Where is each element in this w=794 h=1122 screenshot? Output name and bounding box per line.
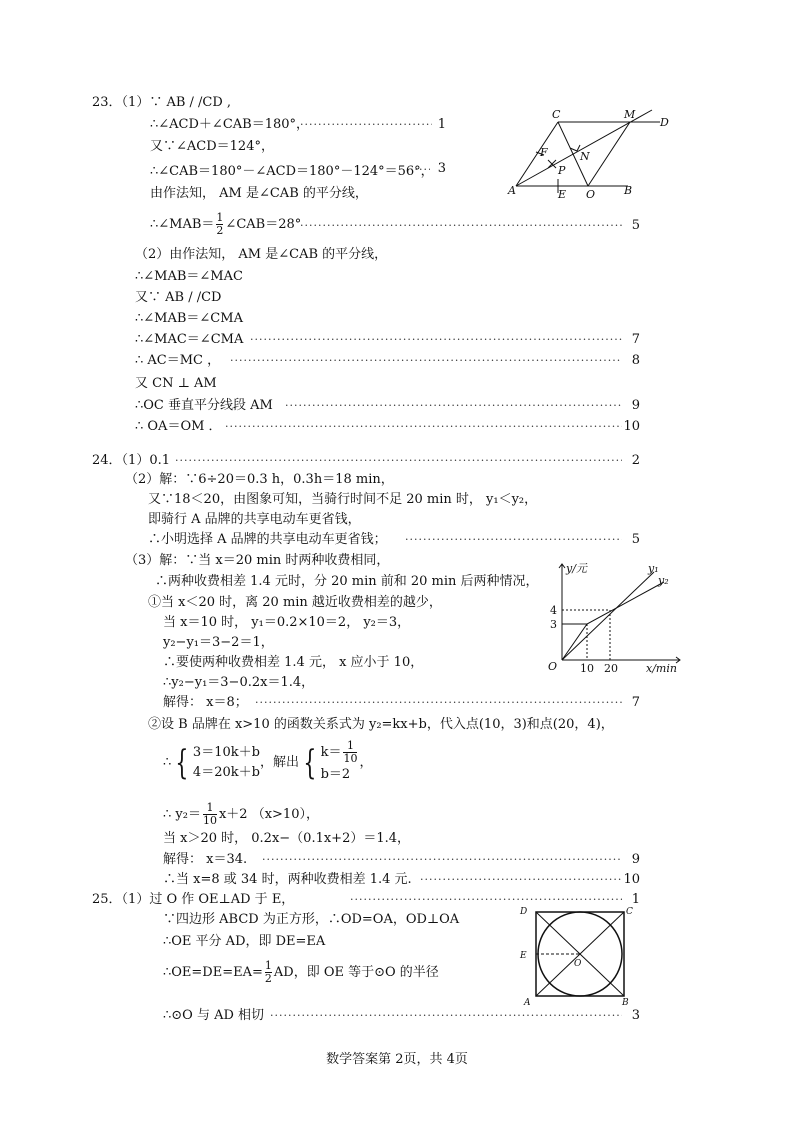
q23-part2-line: 又∵ AB / /CD xyxy=(135,290,222,305)
text: ，解出 xyxy=(259,755,299,770)
q23-line4: 由作法知， AM 是∠CAB 的平分线， xyxy=(150,186,368,201)
dot-leader xyxy=(225,418,622,436)
y-axis-label: y/元 xyxy=(566,562,587,575)
therefore-sign: ∴ xyxy=(163,755,172,770)
q23-part2-line: ∴∠MAB＝∠CMA xyxy=(135,311,243,326)
dot-leader xyxy=(250,331,622,349)
label-d: D xyxy=(660,116,669,129)
label-e: E xyxy=(520,951,527,961)
dot-leader xyxy=(300,217,622,235)
label-b: B xyxy=(622,998,629,1006)
q24-function xyxy=(163,802,319,827)
q24-part1: 24．（1）0.1 xyxy=(92,453,170,468)
score-mark: 3 xyxy=(437,161,446,176)
score-mark: 3 xyxy=(631,1008,640,1023)
text: x＋2 （x>10）， xyxy=(218,807,319,822)
q24-part3-line: ∴两种收费相差 1.4 元时，分 20 min 前和 20 min 后两种情况， xyxy=(155,574,539,589)
label-n: N xyxy=(580,150,590,163)
denominator: 2 xyxy=(216,224,224,237)
tick-label-10: 10 xyxy=(580,662,594,675)
score-mark: 1 xyxy=(437,117,446,132)
q23-part2-start: （2）由作法知， AM 是∠CAB 的平分线， xyxy=(135,247,388,262)
tick-label-3: 3 xyxy=(550,618,557,631)
fraction xyxy=(203,802,217,827)
denominator: 10 xyxy=(343,752,358,765)
q23-line3: ∴∠CAB＝180°－∠ACD＝180°－124°＝56°， xyxy=(150,164,434,179)
fraction-half xyxy=(265,960,272,985)
dot-leader xyxy=(230,352,622,370)
q24-part3-line: （3）解：∵当 x＝20 min 时两种收费相同， xyxy=(125,553,390,568)
numerator: 1 xyxy=(216,211,224,224)
numerator: 1 xyxy=(206,801,214,814)
label-c: C xyxy=(626,907,633,917)
fraction-half xyxy=(216,212,223,237)
label-p: P xyxy=(558,164,566,177)
score-mark: 7 xyxy=(631,695,640,710)
brace-left: { xyxy=(303,742,317,783)
dot-leader xyxy=(255,694,622,712)
q23-part2-line: ∴∠MAB＝∠MAC xyxy=(135,269,243,284)
dot-leader xyxy=(285,397,622,415)
line-ac xyxy=(516,122,558,186)
q24-case2-line: 当 x＞20 时， 0.2x−（0.1x+2）＝1.4， xyxy=(163,831,411,846)
numerator: 1 xyxy=(264,959,272,972)
text: k＝ xyxy=(320,745,342,760)
score-mark: 2 xyxy=(631,453,640,468)
text: AD，即 OE 等于⊙O 的半径 xyxy=(273,965,439,980)
q24-case1-line: ∴y₂−y₁＝3−0.2x＝1.4， xyxy=(163,675,315,690)
line-om xyxy=(588,122,630,186)
score-mark: 8 xyxy=(631,353,640,368)
label-e: E xyxy=(558,188,567,201)
q24-case1-line: 解得： x＝8； xyxy=(163,695,248,710)
q23-line2: 又∵∠ACD＝124°， xyxy=(150,139,274,154)
q23-line1: ∴∠ACD＋∠CAB＝180°， xyxy=(150,117,310,132)
line-y2 xyxy=(562,582,664,660)
label-o: O xyxy=(586,188,596,201)
q23-part2-line: 又 CN ⊥ AM xyxy=(135,376,217,391)
score-mark: 1 xyxy=(631,892,640,907)
dot-leader xyxy=(262,851,622,869)
system-equations xyxy=(193,743,260,783)
q25-line: ∵四边形 ABCD 为正方形，∴OD=OA，OD⊥OA xyxy=(163,912,460,927)
q24-part2-line: ∴小明选择 A 品牌的共享电动车更省钱； xyxy=(148,532,387,547)
q25-line xyxy=(163,960,439,985)
text: ∴∠MAB＝ xyxy=(150,217,215,232)
q25-line: ∴⊙O 与 AD 相切 xyxy=(163,1008,265,1023)
numerator: 1 xyxy=(346,739,354,752)
equation: 4＝20k＋b xyxy=(192,764,260,780)
q24-case1-line: ∴要使两种收费相差 1.4 元， x 应小于 10， xyxy=(163,655,424,670)
score-mark: 9 xyxy=(631,398,640,413)
label-b: B xyxy=(624,184,633,197)
label-a: A xyxy=(508,184,516,197)
dot-leader xyxy=(405,531,622,549)
q24-part2-line: （2）解：∵6÷20＝0.3 h，0.3h＝18 min， xyxy=(125,472,394,487)
line-y1 xyxy=(562,572,654,660)
denominator: 2 xyxy=(264,972,272,985)
label-a: A xyxy=(524,998,531,1006)
score-mark: 7 xyxy=(631,332,640,347)
score-mark: 9 xyxy=(631,852,640,867)
fraction xyxy=(343,740,357,765)
q23-part1-start: 23．（1）∵ AB / /CD , xyxy=(92,95,232,110)
q24-case2-line: 解得： x＝34. xyxy=(163,852,248,867)
line-am xyxy=(516,110,652,186)
series-label-y2: y₂ xyxy=(658,574,669,587)
q24-graph xyxy=(540,556,690,680)
q23-part2-line: ∴OC 垂直平分线段 AM xyxy=(135,398,273,413)
brace-left: { xyxy=(175,742,189,783)
score-mark: 10 xyxy=(623,419,640,434)
q24-case1-line: ①当 x＜20 时，离 20 min 越近收费相差的越少， xyxy=(148,595,442,610)
dot-leader xyxy=(175,452,622,470)
q24-case2-line: ②设 B 品牌在 x>10 的函数关系式为 y₂=kx+b，代入点(10，3)和点(20，4)， xyxy=(148,717,614,732)
dot-leader xyxy=(270,1007,622,1025)
text: ， xyxy=(359,755,373,770)
q25-square-circle-figure xyxy=(514,902,636,1006)
q24-part2-line: 又∵18＜20，由图象可知，当骑行时间不足 20 min 时， y₁＜y₂， xyxy=(148,492,538,507)
x-axis-label: x/min xyxy=(646,662,677,675)
q23-part2-line: ∴ OA＝OM ． xyxy=(135,419,222,434)
origin-label: O xyxy=(548,660,558,673)
q23-part2-line: ∴ AC＝MC ， xyxy=(135,353,221,368)
label-f: F xyxy=(540,146,548,159)
q25-part1: 25．（1）过 O 作 OE⊥AD 于 E， xyxy=(92,892,295,907)
text: ∴OE=DE=EA= xyxy=(163,965,263,980)
equation: 3＝10k＋b xyxy=(192,744,260,760)
label-c: C xyxy=(552,108,561,121)
q24-case1-line: y₂−y₁＝3−2＝1， xyxy=(163,635,274,650)
equation: b＝2 xyxy=(320,767,351,782)
q25-line: ∴OE 平分 AD，即 DE=EA xyxy=(163,934,326,949)
q24-case1-line: 当 x＝10 时， y₁＝0.2×10＝2， y₂＝3， xyxy=(163,615,411,630)
tick-label-20: 20 xyxy=(604,662,618,675)
system-solution xyxy=(321,740,360,785)
text: ∴ y₂＝ xyxy=(163,807,201,822)
label-o: O xyxy=(574,959,582,969)
dot-leader xyxy=(420,871,622,889)
q24-equation-system xyxy=(163,740,373,785)
label-m: M xyxy=(624,108,636,121)
dot-leader xyxy=(300,116,432,134)
denominator: 10 xyxy=(202,814,217,827)
q23-parallelogram-figure xyxy=(500,104,680,204)
q23-line5 xyxy=(150,212,301,237)
page-footer: 数学答案第 2页，共 4页 xyxy=(326,1052,468,1067)
q24-part2-line: 即骑行 A 品牌的共享电动车更省钱， xyxy=(148,512,361,527)
tick-label-4: 4 xyxy=(550,604,557,617)
score-mark: 5 xyxy=(631,218,640,233)
series-label-y1: y₁ xyxy=(648,562,659,575)
q23-part2-line: ∴∠MAC＝∠CMA xyxy=(135,332,244,347)
text: ∠CAB＝28° xyxy=(225,217,302,232)
score-mark: 10 xyxy=(623,872,640,887)
q24-case2-line: ∴当 x=8 或 34 时，两种收费相差 1.4 元. xyxy=(163,872,412,887)
score-mark: 5 xyxy=(631,532,640,547)
label-d: D xyxy=(520,907,528,917)
